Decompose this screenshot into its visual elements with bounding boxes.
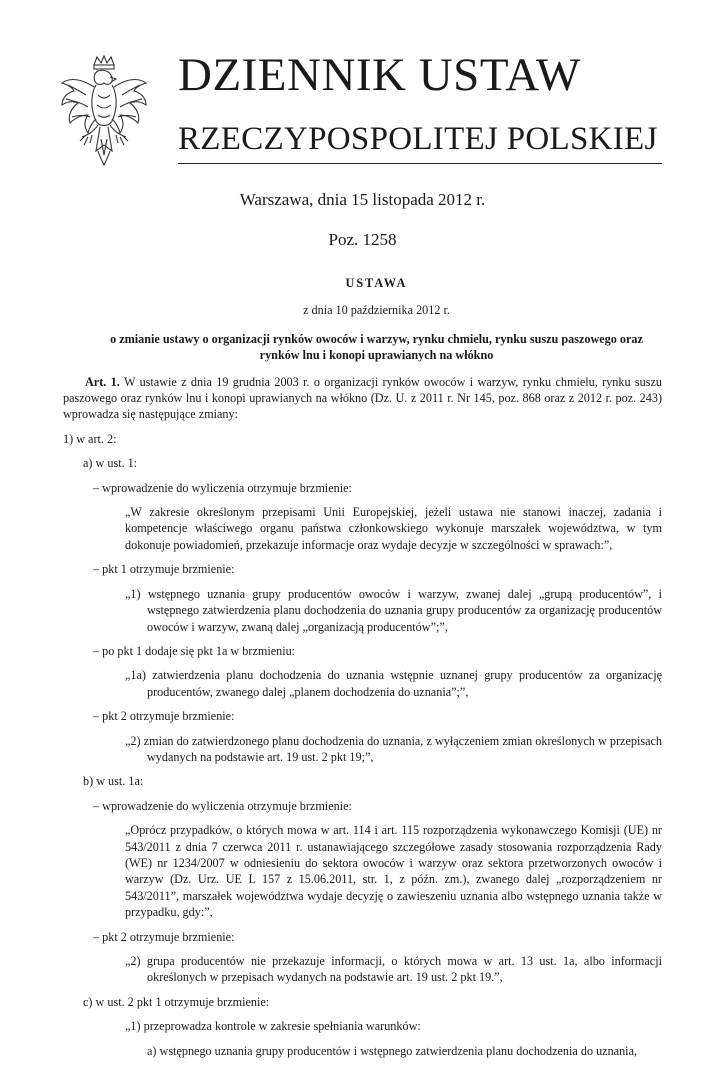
polish-eagle-emblem-icon (58, 55, 150, 167)
document-body (63, 275, 662, 1067)
point-1b-quote-1: „Oprócz przypadków, o których mowa w art. 114 i art. 115 rozporządzenia wykonawczego Komisji (UE) nr 543/2011 z dnia 7 czerwca 2011 r. ustanawiającego szczegółowe zasady stosowania rozporządzenia Rady (WE) nr 1234/2007 w odniesieniu do sektora owoców i warzyw oraz sektora przetworzonych owoców i warzyw (Dz. Urz. UE L 157 z 15.06.2011, str. 1, z późn. zm.), zwanego dalej „rozporządzeniem nr 543/2011”, marszałek województwa wydaje decyzję o zawieszeniu uznania albo wstępnego uznania także w przypadku, gdy:”, (125, 823, 662, 920)
point-1a-indent-1: – wprowadzenie do wyliczenia otrzymuje brzmienie: (93, 480, 352, 495)
point-1b-indent-1: – wprowadzenie do wyliczenia otrzymuje brzmienie: (93, 798, 352, 813)
journal-subtitle: RZECZYPOSPOLITEJ POLSKIEJ (178, 121, 658, 157)
article-1-text: W ustawie z dnia 19 grudnia 2003 r. o organizacji rynków owoców i warzyw, rynku chmielu, rynku suszu paszowego oraz rynków lnu i konopi uprawianych na włókno (Dz. U. z 2011 r. Nr 145, poz. 868 oraz z 2012 r. poz. 243) wprowadza się następujące zmiany: (63, 374, 662, 422)
point-1: 1) w art. 2: (63, 431, 117, 446)
act-title: o zmianie ustawy o organizacji rynków owoców i warzyw, rynku chmielu, rynku suszu paszowego oraz rynków lnu i konopi uprawianych na włókno (110, 331, 643, 363)
point-1b-indent-2: – pkt 2 otrzymuje brzmienie: (93, 929, 235, 944)
point-1a-quote-4: „2) zmian do zatwierdzonego planu dochodzenia do uznania, z wyłączeniem zmian określonych w przepisach wydanych na podstawie art. 19 ust. 2 pkt 19;”, (125, 733, 662, 764)
point-1b: b) w ust. 1a: (83, 774, 144, 789)
point-1a-quote-3: „1a) zatwierdzenia planu dochodzenia do uznania wstępnie uznanej grupy producentów za organizację producentów, zwanego dalej „planem dochodzenia do uznania”;”, (125, 668, 662, 699)
masthead (0, 0, 725, 170)
point-1c-quote-1a: a) wstępnego uznania grupy producentów i wstępnego zatwierdzenia planu dochodzenia do uznania, (147, 1043, 638, 1058)
act-type: USTAWA (345, 276, 408, 290)
point-1a-quote-2: „1) wstępnego uznania grupy producentów owoców i warzyw, zwanej dalej „grupą producentów”, i wstępnego zatwierdzenia planu dochodzenia do uznania grupy producentów za organizację producentów owoców i warzyw, zwaną dalej „organizacją producentów”;”, (125, 586, 662, 634)
journal-title: DZIENNIK USTAW (178, 49, 581, 101)
point-1a: a) w ust. 1: (83, 456, 138, 471)
point-1a-indent-2: – pkt 1 otrzymuje brzmienie: (93, 562, 235, 577)
article-1-intro (63, 374, 662, 423)
masthead-divider (178, 163, 662, 164)
point-1c-quote-1: „1) przeprowadza kontrole w zakresie spełniania warunków: (125, 1019, 421, 1034)
point-1a-quote-1: „W zakresie określonym przepisami Unii Europejskiej, jeżeli ustawa nie stanowi inaczej, zadania i kompetencje właściwego organu państwa członkowskiego wykonuje marszałek województwa, w tym dokonuje powiadomień, przekazuje informacje oraz wydaje decyzje w szczególności w sprawach:”, (125, 505, 662, 552)
position-number: Poz. 1258 (328, 230, 397, 249)
point-1c: c) w ust. 2 pkt 1 otrzymuje brzmienie: (83, 994, 270, 1009)
point-1b-quote-2: „2) grupa producentów nie przekazuje informacji, o których mowa w art. 13 ust. 1a, albo informacji określonych w przepisach wydanych na podstawie art. 19 ust. 2 pkt 19.”, (125, 954, 662, 985)
point-1a-indent-3: – po pkt 1 dodaje się pkt 1a w brzmieniu: (93, 643, 296, 658)
article-1-label: Art. 1. (85, 374, 120, 389)
act-date: z dnia 10 października 2012 r. (303, 303, 450, 318)
point-1a-indent-4: – pkt 2 otrzymuje brzmienie: (93, 709, 235, 724)
publication-place-date: Warszawa, dnia 15 listopada 2012 r. (239, 190, 486, 209)
